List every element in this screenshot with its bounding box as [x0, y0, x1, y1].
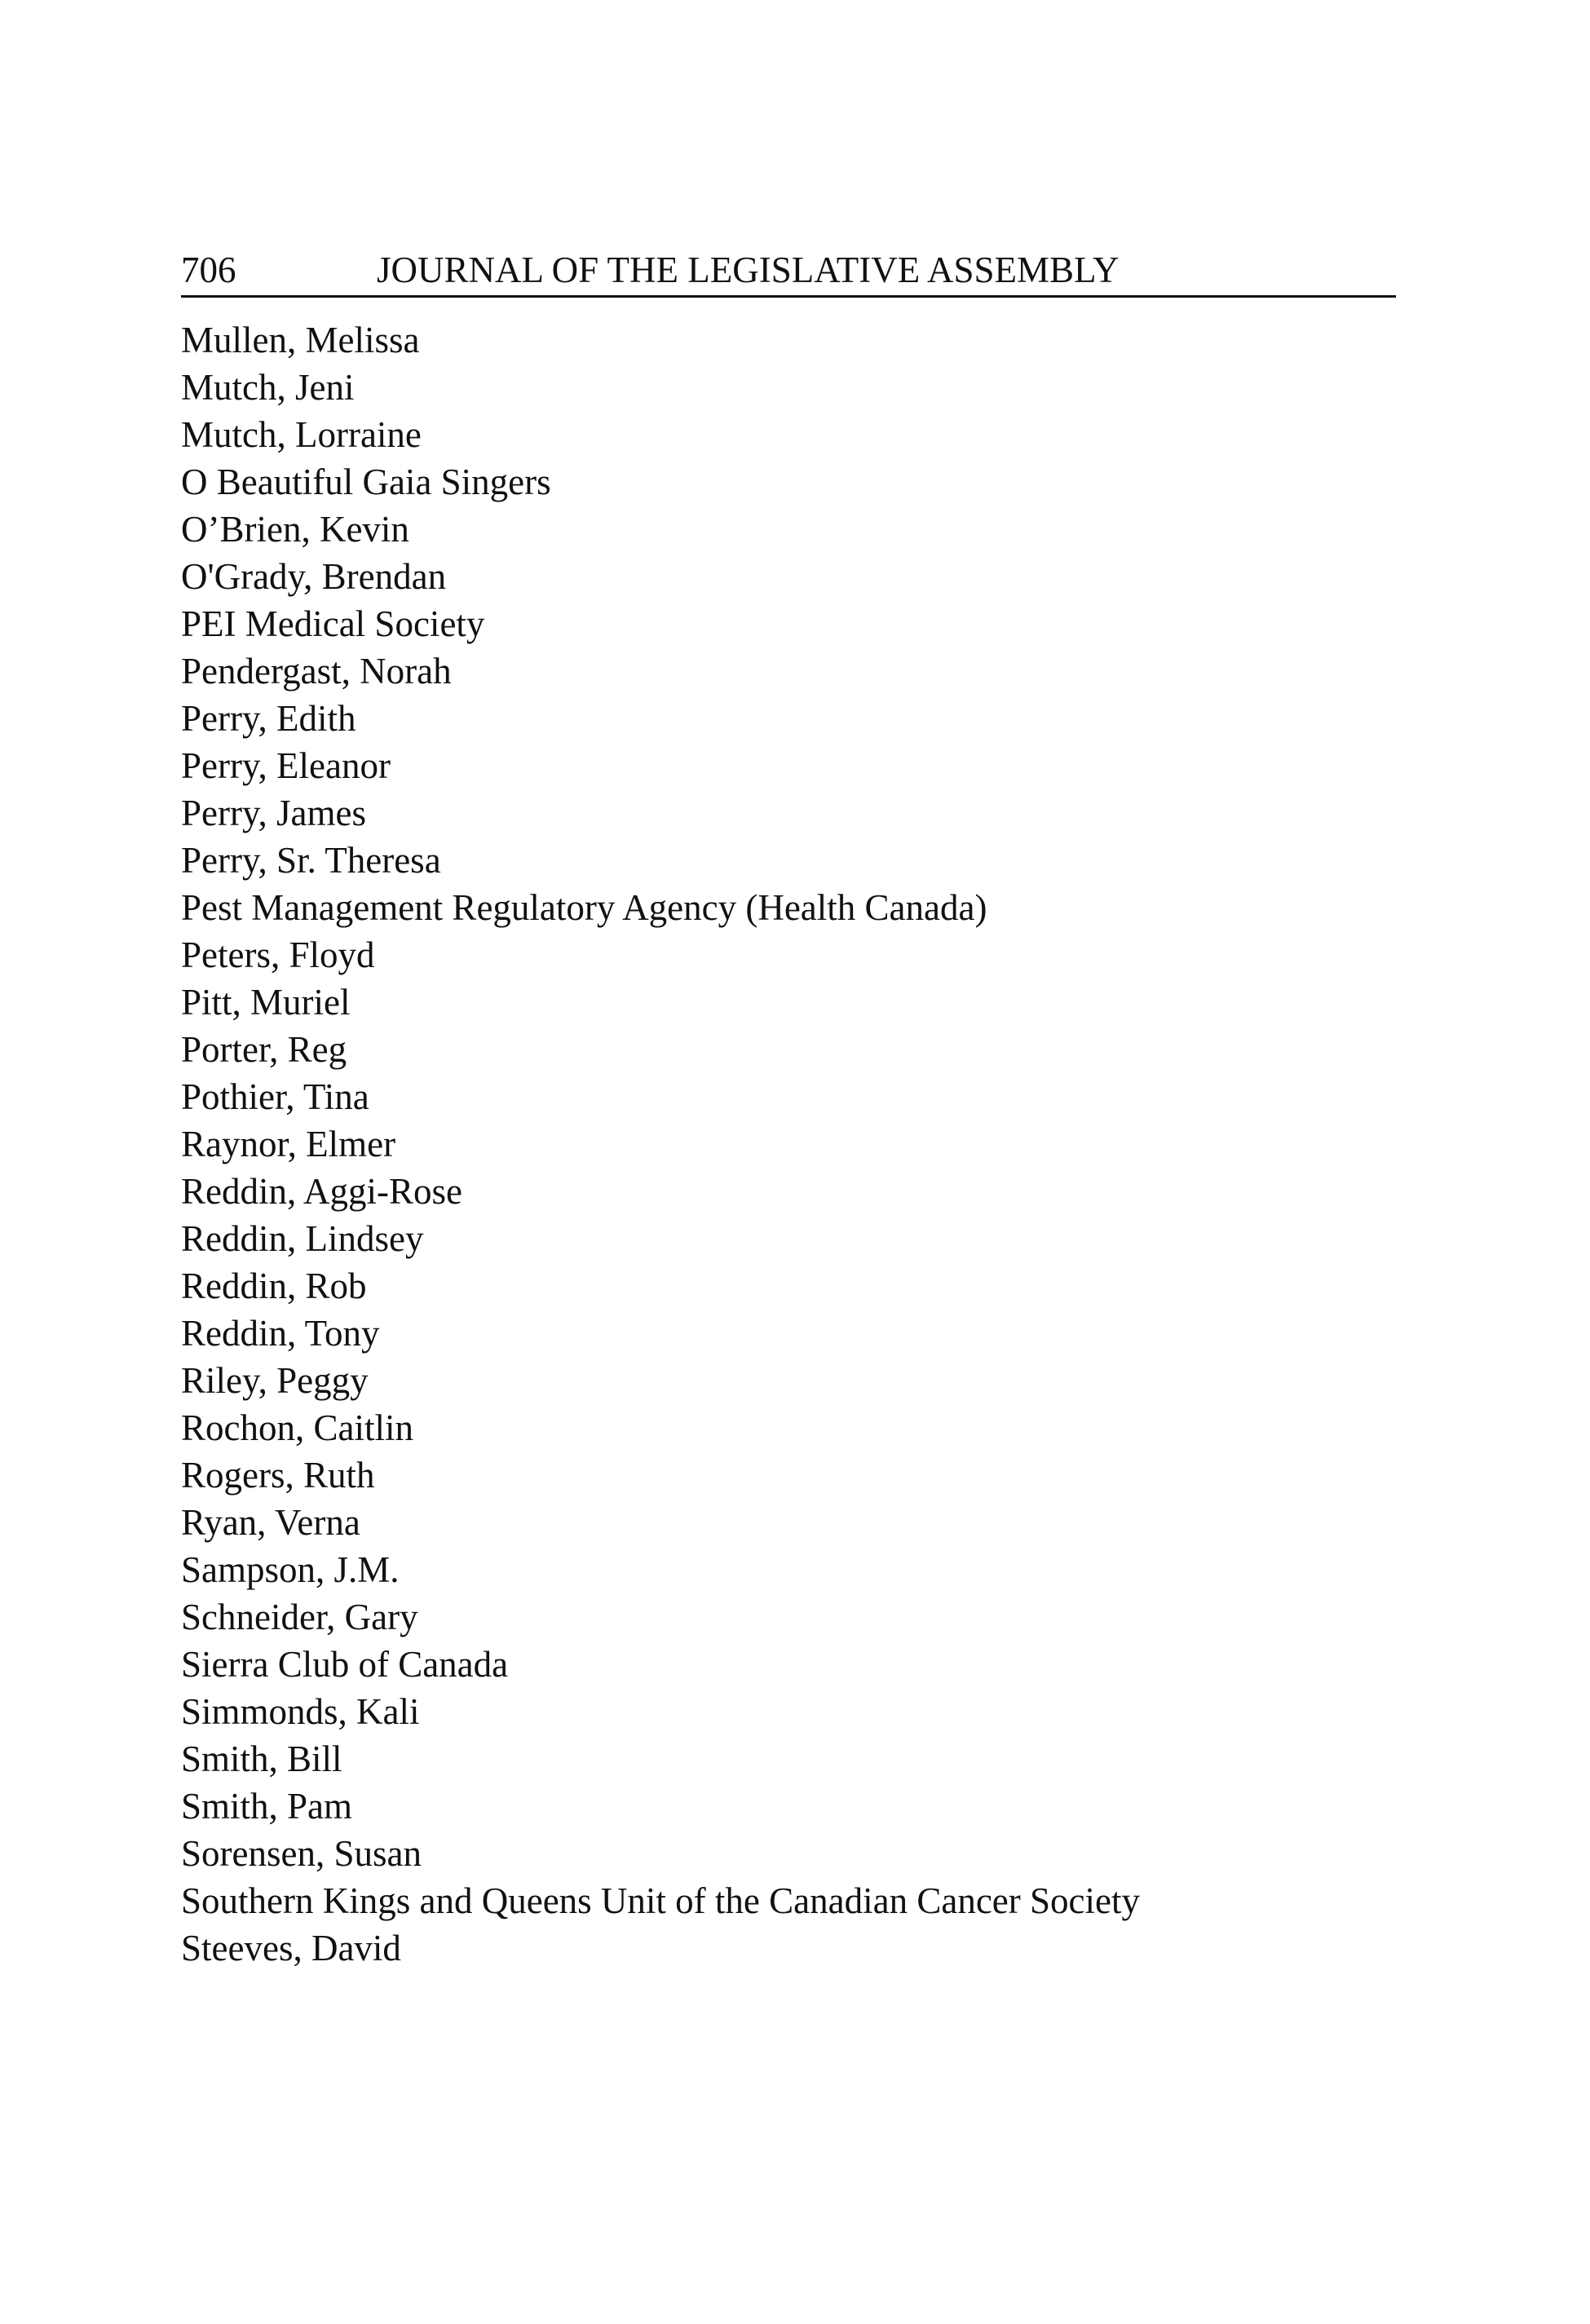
page-header	[181, 245, 1396, 298]
list-item: Perry, Sr. Theresa	[181, 840, 441, 881]
list-item: Rochon, Caitlin	[181, 1407, 413, 1448]
list-item: Smith, Bill	[181, 1739, 342, 1779]
list-item: O'Grady, Brendan	[181, 556, 447, 597]
list-item: Peters, Floyd	[181, 934, 375, 975]
list-item: Rogers, Ruth	[181, 1455, 375, 1496]
list-item: Porter, Reg	[181, 1029, 347, 1070]
list-item: O’Brien, Kevin	[181, 509, 409, 550]
list-item: Perry, James	[181, 793, 367, 833]
list-item: Sampson, J.M.	[181, 1549, 400, 1590]
list-item: O Beautiful Gaia Singers	[181, 462, 551, 502]
list-item: Schneider, Gary	[181, 1597, 418, 1637]
page-number: 706	[181, 250, 236, 290]
list-item: Reddin, Tony	[181, 1313, 380, 1354]
list-item: Simmonds, Kali	[181, 1691, 420, 1732]
list-item: Pendergast, Norah	[181, 651, 452, 691]
list-item: Sorensen, Susan	[181, 1833, 422, 1874]
list-item: Steeves, David	[181, 1928, 401, 1968]
list-item: PEI Medical Society	[181, 603, 485, 644]
list-item: Riley, Peggy	[181, 1360, 369, 1401]
list-item: Ryan, Verna	[181, 1502, 360, 1543]
list-item: Perry, Eleanor	[181, 745, 391, 786]
list-item: Raynor, Elmer	[181, 1124, 396, 1164]
list-item: Reddin, Aggi-Rose	[181, 1171, 462, 1212]
list-item: Reddin, Lindsey	[181, 1218, 424, 1259]
journal-title: JOURNAL OF THE LEGISLATIVE ASSEMBLY	[377, 250, 1120, 290]
list-item: Pest Management Regulatory Agency (Health Canada)	[181, 887, 987, 928]
list-item: Perry, Edith	[181, 698, 356, 739]
list-item: Mutch, Jeni	[181, 367, 355, 408]
list-item: Mutch, Lorraine	[181, 414, 422, 455]
list-item: Reddin, Rob	[181, 1266, 367, 1306]
list-item: Pothier, Tina	[181, 1076, 369, 1117]
list-item: Southern Kings and Queens Unit of the Canadian Cancer Society	[181, 1880, 1140, 1921]
list-item: Pitt, Muriel	[181, 982, 351, 1023]
list-item: Smith, Pam	[181, 1786, 353, 1827]
list-item: Mullen, Melissa	[181, 320, 420, 360]
entry-list	[181, 316, 1140, 1972]
list-item: Sierra Club of Canada	[181, 1644, 509, 1685]
